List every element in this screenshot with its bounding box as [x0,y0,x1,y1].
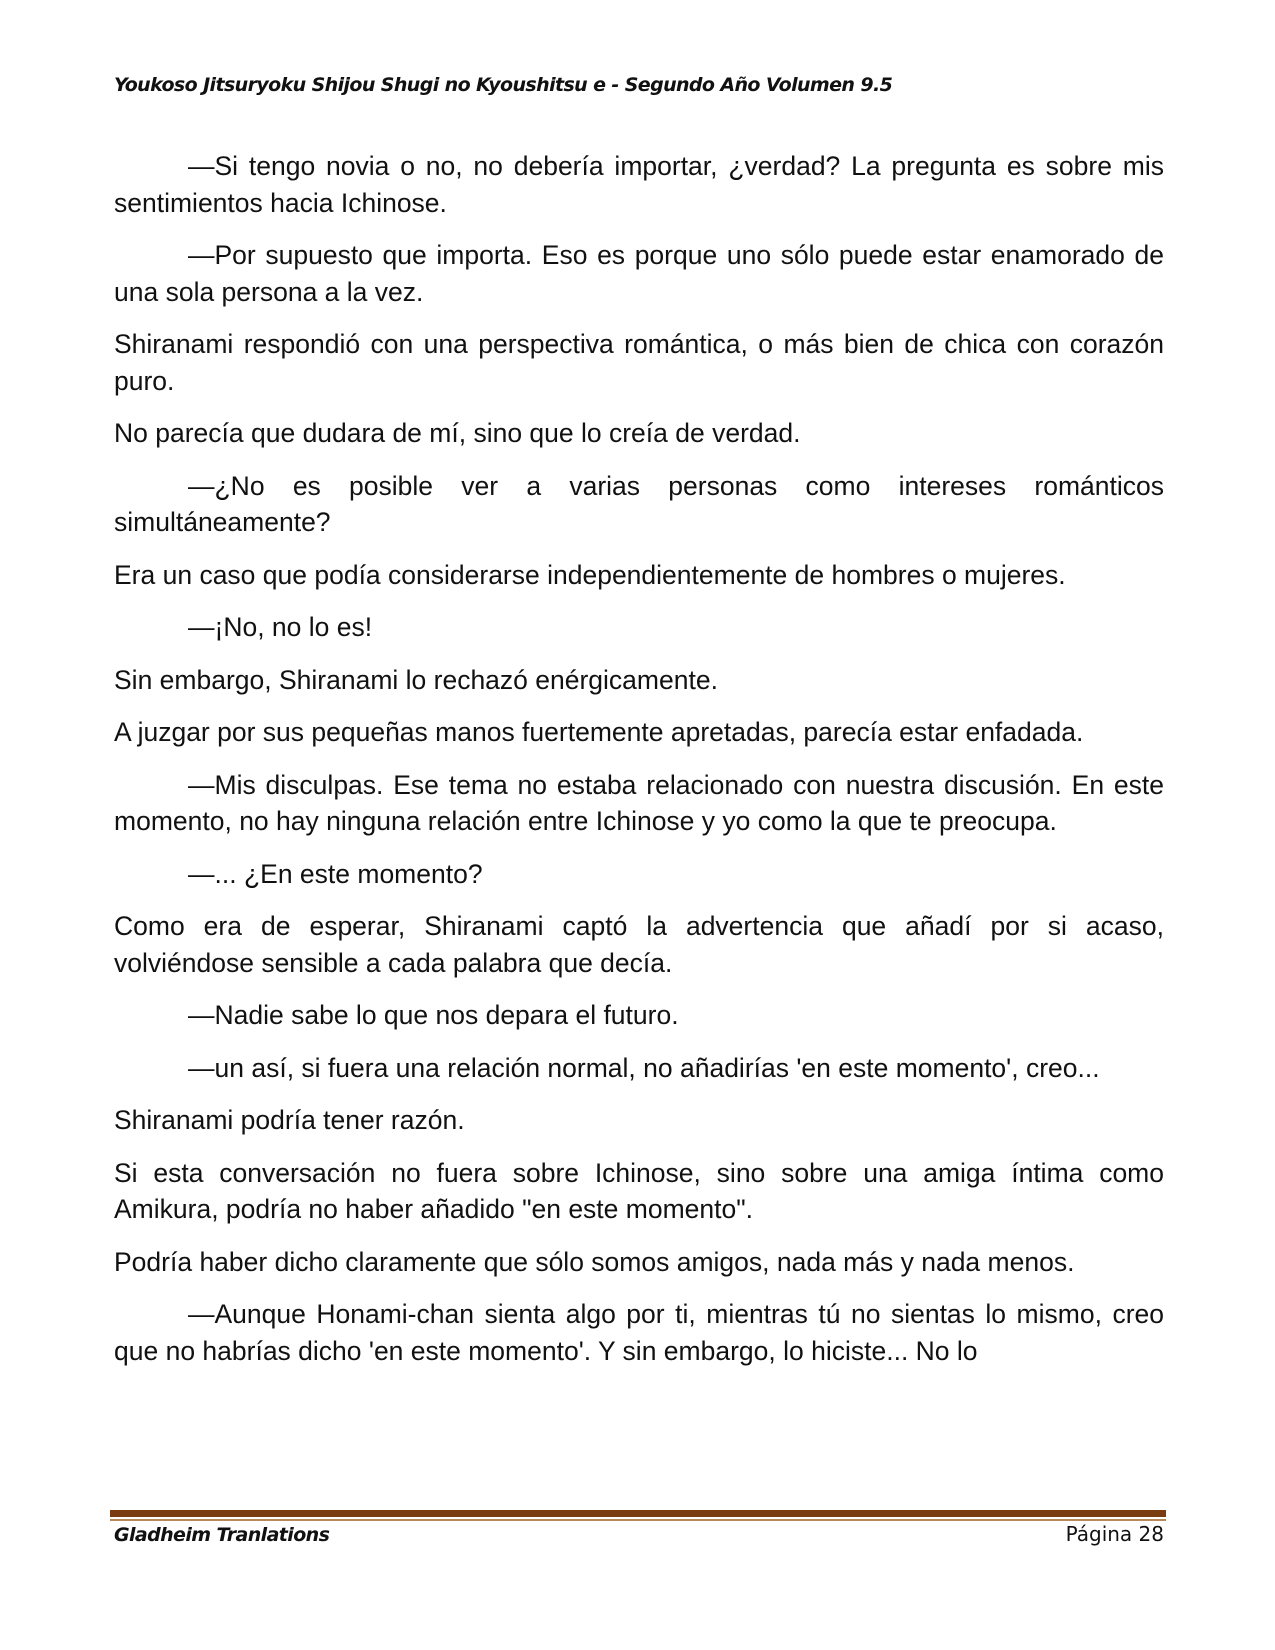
page-body [114,148,1164,1385]
narration-paragraph: Shiranami podría tener razón. [114,1105,465,1135]
narration-paragraph: Era un caso que podía considerarse independientemente de hombres o mujeres. [114,559,1066,590]
dialog-paragraph: —Mis disculpas. Ese tema no estaba relacionado con nuestra discusión. En este momento, no hay ninguna relación entre Ichinose y yo como la que te preocupa. [114,769,1164,836]
page-number: 28 [1138,1522,1164,1546]
narration-paragraph: Sin embargo, Shiranami lo rechazó enérgicamente. [114,664,718,695]
page-label: Página [1065,1522,1133,1546]
dialog-paragraph: —Nadie sabe lo que nos depara el futuro. [188,1000,679,1030]
footer-translator: Gladheim Tranlations [114,1524,330,1546]
narration-paragraph: No parecía que dudara de mí, sino que lo creía de verdad. [114,418,801,448]
footer-page [1066,1522,1164,1546]
footer-rule-thin [110,1519,1166,1521]
footer-rule-thick [110,1510,1166,1517]
dialog-paragraph: —Por supuesto que importa. Eso es porque uno sólo puede estar enamorado de una sola persona a la vez. [114,240,1164,307]
narration-paragraph: Shiranami respondió con una perspectiva romántica, o más bien de chica con corazón puro. [114,329,1164,396]
narration-paragraph: Podría haber dicho claramente que sólo somos amigos, nada más y nada menos. [114,1246,1075,1277]
dialog-paragraph: —Si tengo novia o no, no debería importar, ¿verdad? La pregunta es sobre mis sentimientos hacia Ichinose. [114,151,1164,218]
dialog-paragraph: —¿No es posible ver a varias personas como intereses románticos simultáneamente? [114,470,1164,537]
dialog-paragraph: —¡No, no lo es! [188,612,373,642]
narration-paragraph: Si esta conversación no fuera sobre Ichinose, sino sobre una amiga íntima como Amikura, podría no haber añadido "en este momento". [114,1157,1164,1224]
dialog-paragraph: —... ¿En este momento? [188,858,483,889]
page-header-title: Youkoso Jitsuryoku Shijou Shugi no Kyoushitsu e - Segundo Año Volumen 9.5 [114,74,893,96]
dialog-paragraph: —Aunque Honami-chan sienta algo por ti, mientras tú no sientas lo mismo, creo que no habrías dicho 'en este momento'. Y sin embargo, lo hiciste... No lo [114,1299,1164,1366]
narration-paragraph: Como era de esperar, Shiranami captó la advertencia que añadí por si acaso, volviéndose sensible a cada palabra que decía. [114,911,1164,978]
narration-paragraph: A juzgar por sus pequeñas manos fuertemente apretadas, parecía estar enfadada. [114,717,1084,747]
dialog-paragraph: —un así, si fuera una relación normal, no añadirías 'en este momento', creo... [188,1052,1100,1083]
